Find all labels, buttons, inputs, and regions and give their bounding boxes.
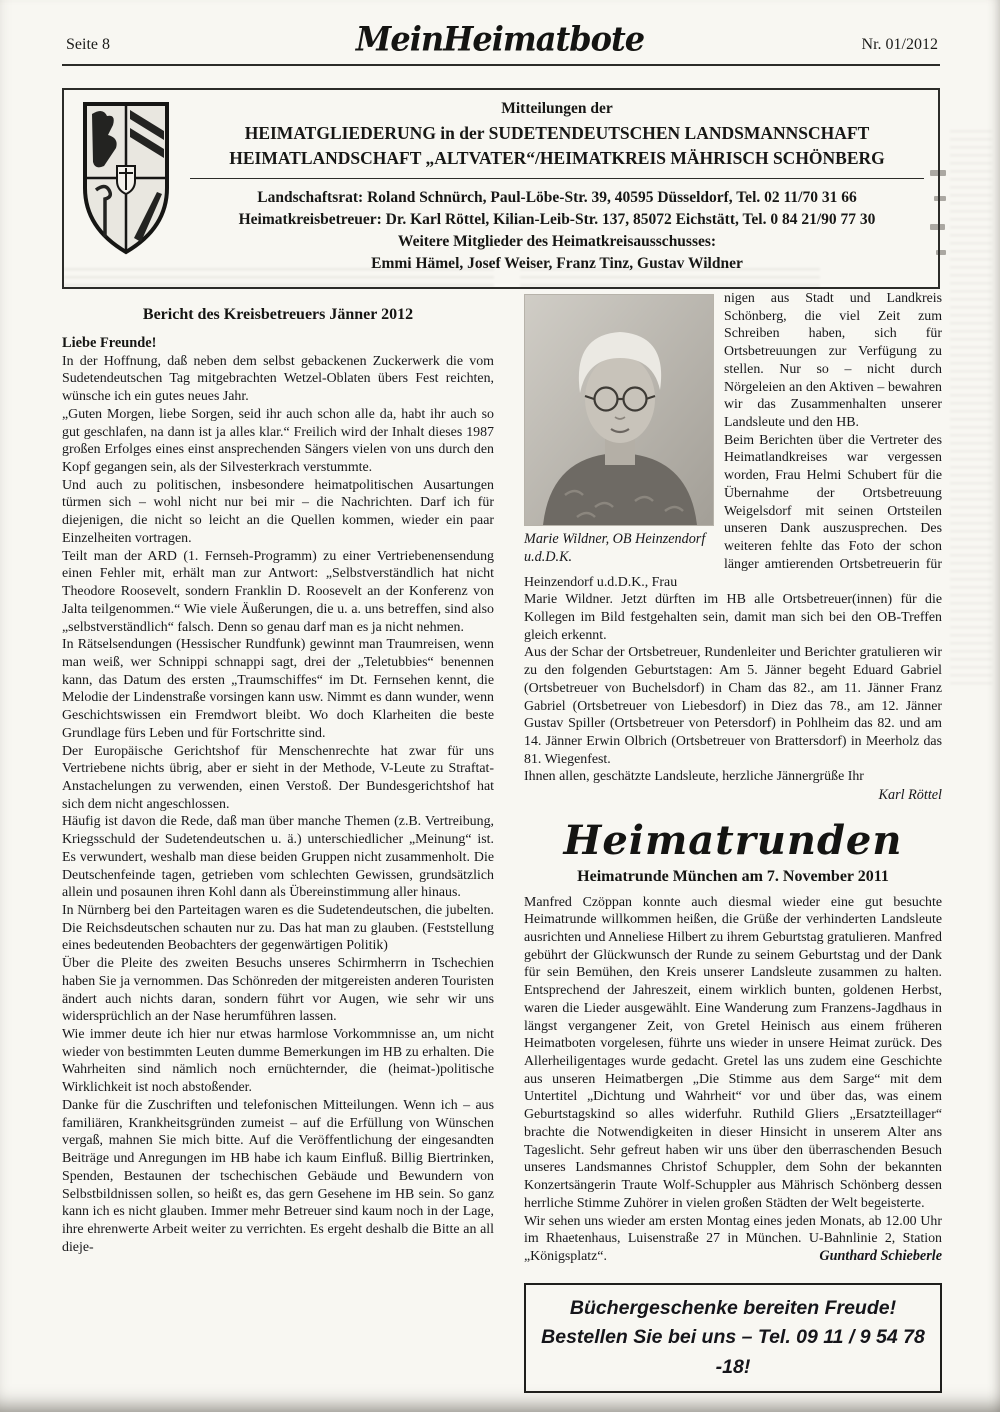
right-column <box>524 290 942 1393</box>
signature-karl-roettel: Karl Röttel <box>878 787 942 804</box>
organization-title-line1: HEIMATGLIEDERUNG in der SUDETENDEUTSCHEN LANDSMANNSCHAFT <box>244 123 870 143</box>
masthead-info-box <box>62 88 940 289</box>
paragraph: Häufig ist davon die Rede, daß man über manche Themen (z.B. Vertreibung, Kriegsschuld der Sudetendeutschen u. ä.) unterschiedlicher „Meinung“ ist. Es verwundert, weshalb man diese beiden Gruppen nicht zusammenholt. Die Deutschenfeinde tagen, getrieben vom schlechten Gewissen, grundsätzlich allein und posaunen ihren Kohl dann als Übereinstimmung aller hinaus. <box>62 814 494 901</box>
paragraph: Beim Berichten über die Vertreter des Heimatlandkreises war vergessen worden, Frau Helmi Schubert für die Übernahme der Ortsbetreuung Weigelsdorf mit seinen Ortsteilen unseren Dank auszusprechen. Des weiteren fehlte das Foto der schon länger amtierenden Ortsbetreuerin für Heinzendorf u.d.D.K., Frau <box>524 432 942 590</box>
paragraph: In der Hoffnung, daß neben dem selbst gebackenen Zuckerwerk die vom Sudetendeutschen Tag mitgebrachten Wetzel-Oblaten übers Fest reichten, wünsche ich ein gutes neues Jahr. <box>62 353 494 405</box>
contact-line-heimatkreisbetreuer: Heimatkreisbetreuer: Dr. Karl Röttel, Kilian-Leib-Str. 137, 85072 Eichstätt, Tel. 0 84 21/90 77 30 <box>238 211 876 228</box>
contact-line-landschaftsrat: Landschaftsrat: Roland Schnürch, Paul-Löbe-Str. 39, 40595 Düsseldorf, Tel. 02 11/70 31 66 <box>257 189 857 206</box>
paragraph: Und auch zu politischen, insbesondere heimatpolitischen Ausartungen türmen sich – wohl nicht nur bei mir – die Nachrichten. Darf ich für diejenigen, die nicht so leicht an die Quellen kommen, wieder ein paar Einzelheiten vortragen. <box>62 477 494 546</box>
section-title-heimatrunden: Heimatrunden <box>563 816 903 864</box>
info-intro: Mitteilungen der <box>501 100 613 117</box>
page-number-label: Seite 8 <box>66 36 110 53</box>
photo-caption: Marie Wildner, OB Heinzendorf u.d.D.K. <box>524 531 706 565</box>
book-advert-box <box>524 1283 942 1393</box>
newspaper-masthead: MeinHeimatbote <box>355 19 645 59</box>
signature-gunthard-schieberle: Gunthard Schieberle <box>819 1248 942 1265</box>
paragraph: Aus der Schar der Ortsbetreuer, Rundenleiter und Berichter gratulieren wir zu den folgenden Geburtstagen: Am 5. Jänner begeht Eduard Gabriel (Ortsbetreuer von Buchelsdorf) in Cham das 82., am 11. Jänner Franz Gabriel (Ortsbetreuer von Liebesdorf) in Diez das 78., am 12. Jänner Gustav Spiller (Ortsbetreuer von Petersdorf) in Pohlheim das 82. und am 14. Jänner Erwin Olbrich (Ortsbetreuer von Brattersdorf) in Meerholz das 81. Wiegenfest. <box>524 645 942 767</box>
masthead-info-content <box>190 100 924 275</box>
paragraph: Ihnen allen, geschätzte Landsleute, herzliche Jännergrüße Ihr <box>524 769 864 785</box>
members-intro: Weitere Mitglieder des Heimatkreisausschusses: <box>397 233 717 250</box>
scan-artifact <box>950 130 992 690</box>
photo-block <box>524 294 712 567</box>
paragraph: Über die Pleite des zweiten Besuchs unseres Schirmherrn in Tschechien haben Sie ja vernommen. Das Schönreden der mitgereisten anderen Touristen ändert auch nichts daran, sondern führt vor Augen, wie sehr wir uns widersprüchlich an der Nase herumführen lassen. <box>62 956 494 1025</box>
article-heading: Bericht des Kreisbetreuers Jänner 2012 <box>142 306 414 323</box>
section-subtitle: Heimatrunde München am 7. November 2011 <box>577 867 889 885</box>
organization-title-line2: HEIMATLANDSCHAFT „ALTVATER“/HEIMATKREIS MÄHRISCH SCHÖNBERG <box>229 147 885 168</box>
advert-line-1: Büchergeschenke bereiten Freude! <box>569 1297 897 1320</box>
members-names: Emmi Hämel, Josef Weiser, Franz Tinz, Gustav Wildner <box>371 255 743 272</box>
paragraph: Manfred Czöppan konnte auch diesmal wieder eine gut besuchte Heimatrunde willkommen heißen, die Grüße der verhinderten Landsleute ausrichten und Anneliese Hilbert zu ihrem Geburtstag gratulieren. Manfred gebührt der Glückwunsch der Runde zu seinem Geburtstag und der Dank für sein Bemühen, den Kreis unserer Landsleute zusammen zu halten. Entsprechend der Jahreszeit, einem wirklich bunten, goldenen Herbst, waren die Lieder ausgewählt. Eine Wanderung zum Franzens-Jagdhaus in längst vergangener Zeit, von Gretel Heinisch aus einem früheren Heimatboten vorgelesen, führte uns wieder in unsere Heimat zurück. Des Allerheiligentages wurde gedacht. Gretel las uns zudem eine Geschichte aus unseren Heimatbergen „Die Stimme aus dem Sarge“ mit dem Untertitel „Dichtung und Wahrheit“ vor und über das, was einem Geburtstagskind so alles widerfuhr. Ruthild Gliers „Ersatzteillager“ brachte die Notwendigkeiten in dieser Hinsicht in unserem Alter ans Tageslicht. Sehr gefreut haben wir uns über den überraschenden Besuch unseres Landsmannes Christof Schuppler, dem Sohn der bekannten Konzertsängerin Traute Wolf-Schuppler aus Mährisch Schönberg dessen herrliche Stimme Zuhörer in vielen großen Städten der Welt begeisterte. <box>524 894 942 1211</box>
paragraph: Marie Wildner. Jetzt dürften im HB alle Ortsbetreuer(innen) für die Kollegen im Bild festgehalten sein, damit man sich bei den OB-Treffen gleich erkennt. <box>524 592 942 643</box>
paragraph: Wir sehen uns wieder am ersten Montag eines jeden Monats, ab 12.00 Uhr im Rhaetenhaus, Luisenstraße 27 in München. U-Bahnlinie 2, Station „Königsplatz“. <box>524 1213 942 1264</box>
paragraph: In Nürnberg bei den Parteitagen waren es die Sudetendeutschen, die jubelten. Die Reichsdeutschen schauten nur zu. Das hat man zu glauben. (Feststellung eines bedeutenden Beobachters der gegenwärtigen Politik) <box>62 903 494 954</box>
paragraph: In Rätselsendungen (Hessischer Rundfunk) gewinnt man Traumreisen, wenn man weiß, wer Schnippi schnappi sagt, drei der „Teletubbies“ benennen kann, das Datum des ersten „Traumschiffes“ im Dt. Fernsehen kennt, die Melodie der Lindenstraße vorsingen kann usw. Nimmt es dann wunder, wenn Geschichtswissen ein Fremdwort bleibt. Wo doch Klarheiten die beste Grundlage fürs Leben und für Fortschritte sind. <box>62 637 494 741</box>
article-columns <box>62 290 942 1393</box>
paragraph: Teilt man der ARD (1. Fernseh-Programm) zu einer Vertriebenensendung einen Fehler mit, erhält man zur Antwort: „Selbstverständlich hat nicht Theodore Roosevelt, sondern Franklin D. Roosevelt an der Konferenz von Jalta teilgenommen.“ Wie viele Äußerungen, die u. a. uns betreffen, sind also „selbstverständlich“ falsch. Denn so genau darf man es ja nicht nehmen. <box>62 548 494 635</box>
info-divider <box>190 178 924 179</box>
header-rule <box>62 64 940 66</box>
issue-number-label: Nr. 01/2012 <box>861 36 938 53</box>
portrait-photo <box>524 294 714 526</box>
left-column <box>62 290 494 1393</box>
paragraph: Danke für die Zuschriften und telefonischen Mitteilungen. Wenn ich – aus familiären, Krankheitsgründen zumeist – auf die Erfüllung von Wünschen vergaß, mahnen Sie mich bitte. Auf die Veröffentlichung der eingesandten Beiträge und Anregungen im HB habe ich kaum Einfluß. Billig Biertrinken, Spenden, Bestaunen der tschechischen Gebäude und Bewundern von Selbstbildnissen sollen, so heißt es, das gern Gesehene im HB sein. So ganz kann ich es nicht glauben. Immer mehr Betreuer sind kaum noch in der Lage, ihre ehrenwerte Arbeit weiter zu verrichten. Es ergeht deshalb die Bitte an all dieje- <box>62 1097 494 1255</box>
paragraph: Wie immer deute ich hier nur etwas harmlose Vorkommnisse an, um nicht wieder von bestimmten Leuten dumme Bemerkungen im HB zu erhalten. Die Wahrheiten sind nämlich noch ernüchternder, die (heimat-)politische Wirklichkeit ist noch abstoßender. <box>62 1027 494 1096</box>
paragraph: nigen aus Stadt und Landkreis Schönberg, die viel Zeit zum Schreiben haben, sich für Ortsbetreuungen zur Verfügung zu stellen. Nur so – nicht durch Nörgeleien an den Aktiven – bewahren wir das Zusammenhalten unserer Landsleute und den HB. <box>724 291 942 431</box>
salutation: Liebe Freunde! <box>62 335 157 351</box>
paragraph: Der Europäische Gerichtshof für Menschenrechte hat zwar für uns Vertriebene nichts übrig, aber er sieht in der Methode, V-Leute zu Straftat-Anstachelungen zu verwenden, einen Verstoß. Der Bundesgerichtshof hat sich dem nicht angeschlossen. <box>62 743 494 812</box>
paragraph: „Guten Morgen, liebe Sorgen, seid ihr auch schon alle da, habt ihr auch so gut geschlafen, na dann ist ja alles klar.“ Freilich wird der Inhalt dieses 1987 großen Erfolges eines einst ansprechenden Sängers vielen von uns durch den Kopf gegangen sein, als der Silvesterkrach verstummte. <box>62 406 494 476</box>
coat-of-arms-icon <box>78 100 174 258</box>
advert-line-2: Bestellen Sie bei uns – Tel. 09 11 / 9 54 78 -18! <box>541 1326 925 1378</box>
